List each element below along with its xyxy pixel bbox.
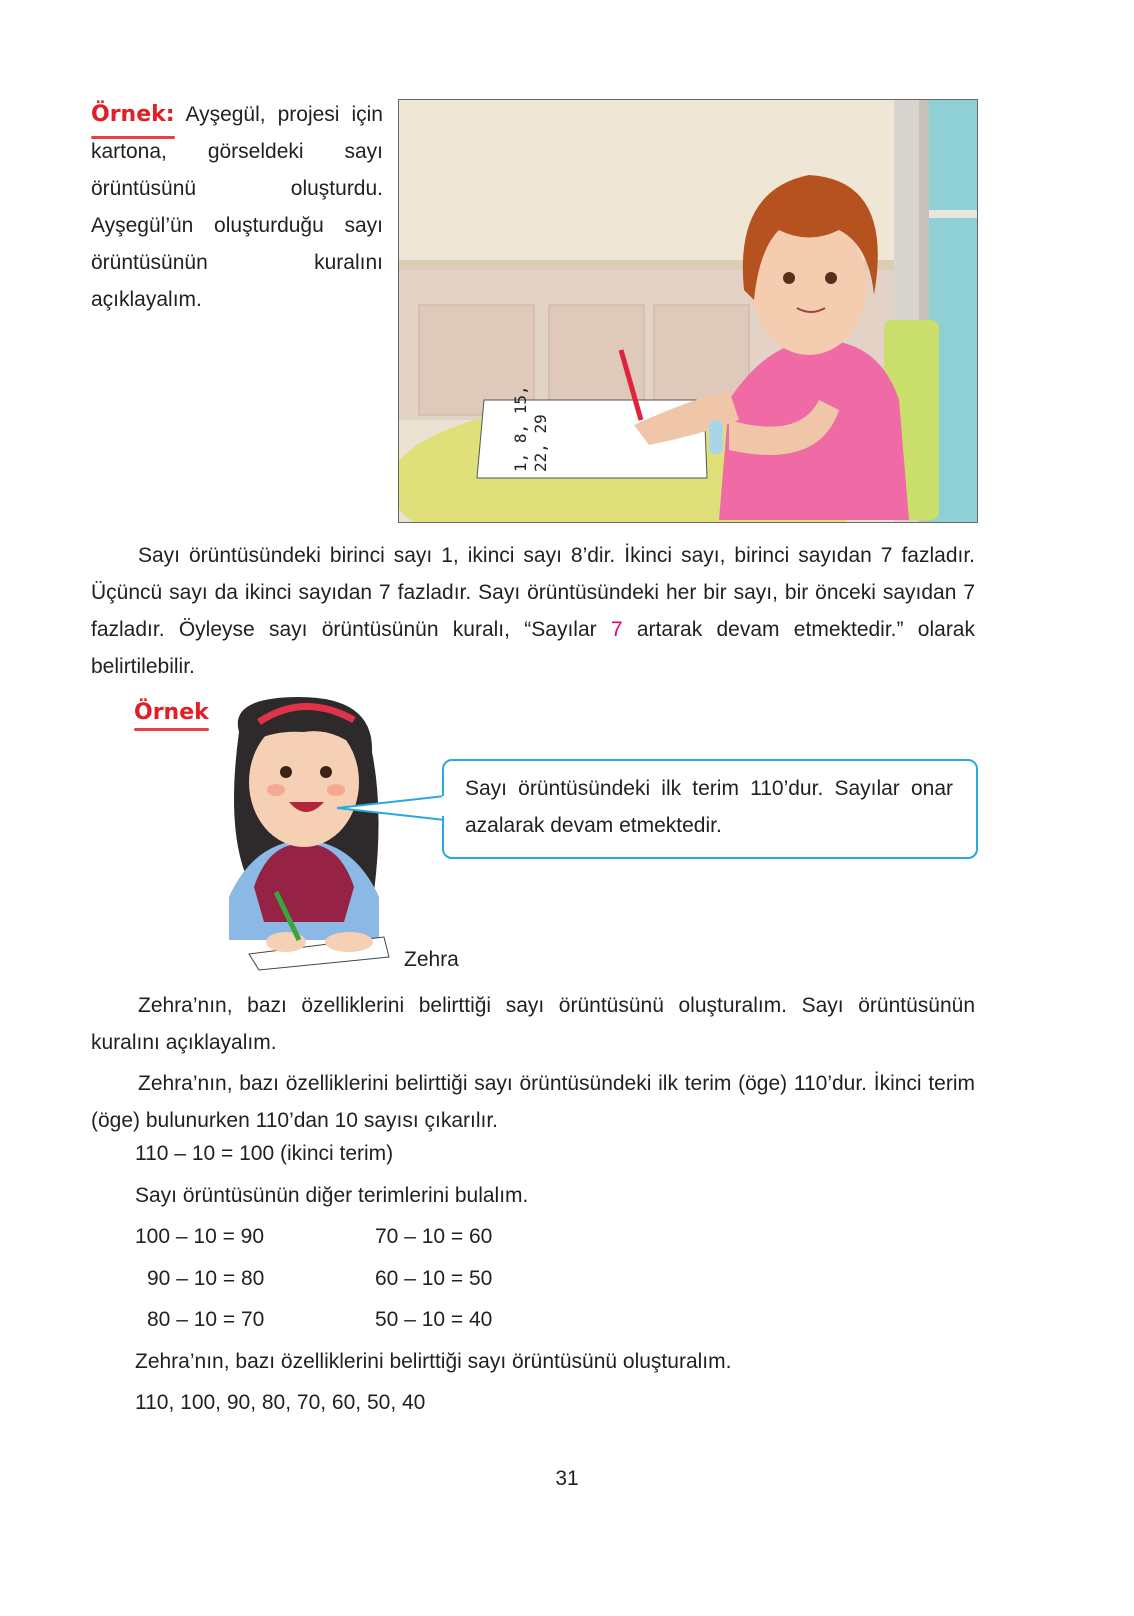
speech-bubble-text: Sayı örüntüsündeki ilk terim 110’dur. Sayılar onar azalarak devam etmektedir.: [465, 777, 953, 837]
explanation-paragraph: [91, 537, 975, 685]
speech-bubble-tail: [337, 790, 447, 830]
illustration-scene-svg: [399, 100, 977, 522]
paper-line-1: 1, 8, 15,: [511, 385, 530, 472]
example1-text: Ayşegül, projesi için kartona, görseldeki sayı örüntüsünü oluşturdu. Ayşegül’ün oluşturduğu sayı örüntüsünün kuralını açıklayalım.: [91, 103, 383, 311]
equation-right-1: 70 – 10 = 60: [375, 1225, 493, 1248]
equation-left-1: 100 – 10 = 90: [135, 1225, 265, 1248]
example-label: Örnek:: [91, 96, 175, 133]
body-paragraph-1: Zehra’nın, bazı özelliklerini belirttiği sayı örüntüsünü oluşturalım. Sayı örüntüsünün kuralını açıklayalım.: [91, 994, 975, 1054]
equation-second-term: 110 – 10 = 100 (ikinci terim): [135, 1142, 394, 1165]
page-number: 31: [555, 1467, 579, 1490]
illustration-girl-writing: [398, 99, 978, 523]
example1-text-block: [91, 96, 383, 318]
find-terms-text: Sayı örüntüsünün diğer terimlerini bulalım.: [135, 1184, 529, 1207]
paper-line-2: 22, 29: [531, 414, 550, 472]
equation-right-2: 60 – 10 = 50: [375, 1267, 493, 1290]
example-label: Örnek: [134, 700, 209, 725]
zehra-figure-svg: [214, 692, 396, 972]
character-name-zehra: Zehra: [404, 948, 459, 971]
speech-bubble: [442, 759, 978, 859]
sequence-result: 110, 100, 90, 80, 70, 60, 50, 40: [135, 1391, 426, 1414]
bubble-tail-join: [442, 796, 446, 816]
explanation-highlight-number: 7: [610, 618, 623, 641]
equation-right-3: 50 – 10 = 40: [375, 1308, 493, 1331]
example2-label-wrap: [134, 700, 209, 725]
equation-left-3: 80 – 10 = 70: [147, 1308, 265, 1331]
equation-left-2: 90 – 10 = 80: [147, 1267, 265, 1290]
explanation-text-after: artarak devam etmektedir.” olarak belirtilebilir.: [91, 618, 975, 678]
form-pattern-text: Zehra’nın, bazı özelliklerini belirttiği sayı örüntüsünü oluşturalım.: [135, 1350, 732, 1373]
body-paragraph-2: Zehra’nın, bazı özelliklerini belirttiği sayı örüntüsündeki ilk terim (öge) 110’dur. İkinci terim (öge) bulunurken 110’dan 10 sayısı çıkarılır.: [91, 1072, 975, 1132]
explanation-text-before: Sayı örüntüsündeki birinci sayı 1, ikinci sayı 8’dir. İkinci sayı, birinci sayıdan 7 fazladır. Üçüncü sayı da ikinci sayıdan 7 fazladır. Sayı örüntüsündeki her bir sayı, bir önceki sayıdan 7 fazladır. Öyleyse sayı örüntüsünün kuralı, “Sayılar: [91, 544, 975, 641]
illustration-zehra: [214, 692, 396, 972]
